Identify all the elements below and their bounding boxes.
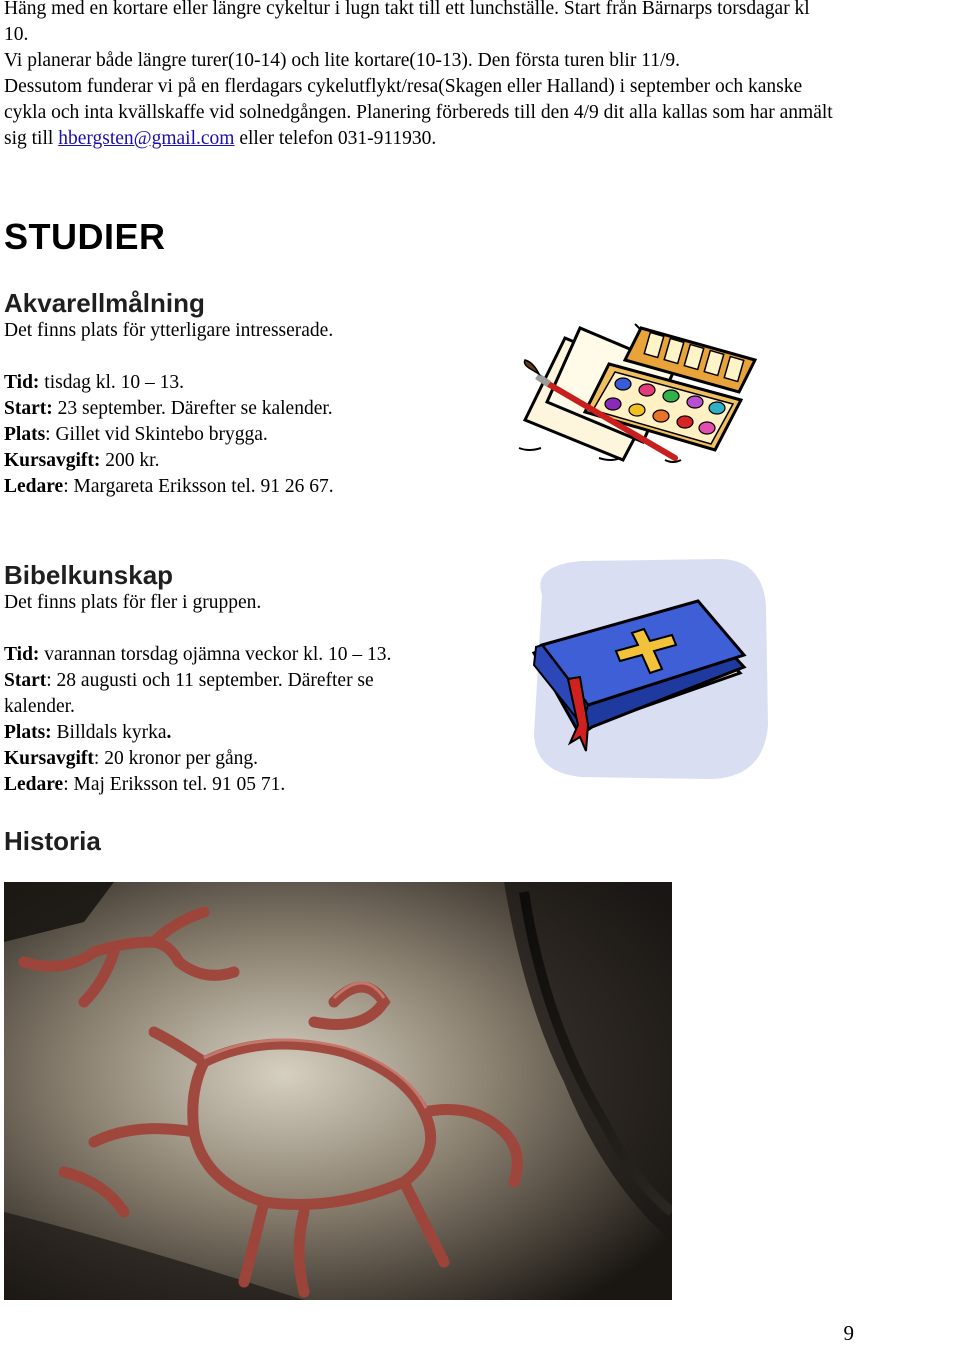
intro-line	[4, 126, 954, 152]
intro-line: 10.	[4, 24, 29, 45]
spacer	[4, 616, 504, 642]
email-link[interactable]: hbergsten@gmail.com	[58, 128, 235, 149]
bibel-heading: Bibelkunskap	[4, 560, 174, 590]
plats-end: .	[166, 722, 172, 743]
plats-value: Billdals kyrka	[51, 722, 167, 743]
start-label: Start	[4, 670, 47, 691]
ledare-value: : Margareta Eriksson tel. 91 26 67.	[63, 476, 334, 497]
watercolor-paint-icon	[515, 320, 785, 470]
tid-value: tisdag kl. 10 – 13.	[39, 372, 185, 393]
akvarell-start	[4, 396, 504, 422]
bibel-note: Det finns plats för fler i gruppen.	[4, 592, 262, 613]
akvarell-tid	[4, 370, 504, 396]
akvarell-ledare	[4, 474, 504, 500]
plats-label: Plats:	[4, 722, 52, 743]
bibel-start	[4, 668, 504, 694]
tid-label: Tid:	[4, 372, 40, 393]
tid-value: varannan torsdag ojämna veckor kl. 10 – 13.	[39, 644, 392, 665]
tid-label: Tid:	[4, 644, 40, 665]
bibel-plats	[4, 720, 504, 746]
bibel-ledare	[4, 772, 504, 798]
akvarell-plats	[4, 422, 504, 448]
bibel-start-cont: kalender.	[4, 696, 75, 717]
kurs-value: : 20 kronor per gång.	[93, 748, 259, 769]
rock-carving-photo	[4, 882, 672, 1300]
bibel-tid	[4, 642, 504, 668]
section-title: STUDIER	[4, 216, 166, 257]
akvarell-heading: Akvarellmålning	[4, 288, 205, 318]
bibel-kursavgift	[4, 746, 504, 772]
kurs-label: Kursavgift:	[4, 450, 101, 471]
intro-paragraph	[4, 0, 954, 152]
start-value: 23 september. Därefter se kalender.	[52, 398, 333, 419]
intro-line: Vi planerar både längre turer(10-14) och lite kortare(10-13). Den första turen blir 11/9.	[4, 50, 681, 71]
intro-line: Dessutom funderar vi på en flerdagars cykelutflykt/resa(Skagen eller Halland) i september och kanske	[4, 76, 803, 97]
plats-label: Plats	[4, 424, 46, 445]
akvarell-kursavgift	[4, 448, 504, 474]
intro-line: Häng med en kortare eller längre cykeltur i lugn takt till ett lunchställe. Start från Bärnarps torsdagar kl	[4, 0, 810, 19]
bibel-details	[4, 590, 504, 798]
spacer	[4, 344, 504, 370]
start-label: Start:	[4, 398, 53, 419]
kurs-label: Kursavgift	[4, 748, 94, 769]
page-number: 9	[843, 1321, 854, 1345]
intro-line: cykla och inta kvällskaffe vid solnedgången. Planering förbereds till den 4/9 dit alla kallas som har anmält	[4, 102, 833, 123]
historia-heading: Historia	[4, 826, 101, 856]
intro-text: eller telefon 031-911930.	[234, 128, 437, 149]
ledare-label: Ledare	[4, 774, 64, 795]
intro-text: sig till	[4, 128, 59, 149]
kurs-value: 200 kr.	[100, 450, 160, 471]
ledare-value: : Maj Eriksson tel. 91 05 71.	[63, 774, 286, 795]
plats-value: : Gillet vid Skintebo brygga.	[45, 424, 268, 445]
akvarell-note: Det finns plats för ytterligare intresserade.	[4, 320, 334, 341]
bible-book-icon	[522, 555, 772, 785]
akvarell-details	[4, 318, 504, 500]
ledare-label: Ledare	[4, 476, 64, 497]
start-value: : 28 augusti och 11 september. Därefter se	[46, 670, 374, 691]
